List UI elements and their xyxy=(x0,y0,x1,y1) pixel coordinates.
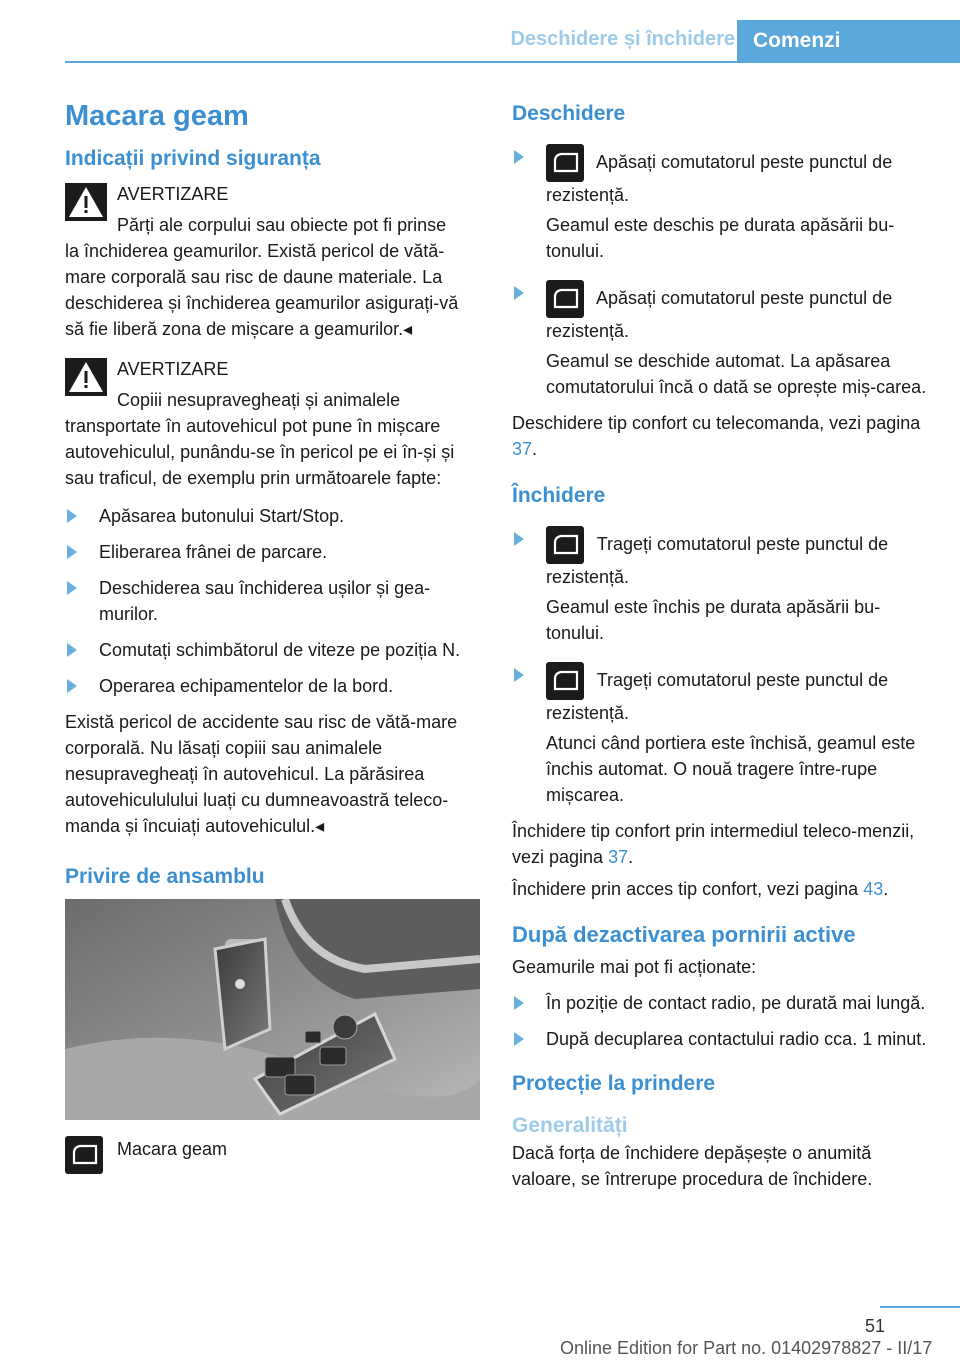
list-item-text: Eliberarea frânei de parcare. xyxy=(99,542,328,562)
step-text: Apăsați comutatorul peste punctul de rezistență. xyxy=(546,287,893,341)
open-step-1 xyxy=(512,144,930,264)
safety-heading: Indicații privind siguranța xyxy=(65,147,321,170)
after-intro: Geamurile mai pot fi acționate: xyxy=(512,957,757,977)
bullet-triangle-icon xyxy=(67,581,77,595)
window-controls-photo xyxy=(65,899,480,1120)
warning-triangle-icon xyxy=(65,358,107,396)
list-item xyxy=(65,673,480,699)
overview-heading: Privire de ansamblu xyxy=(65,865,265,888)
list-item xyxy=(65,575,480,627)
page-link-37[interactable]: 37 xyxy=(608,847,629,867)
close-comfort-text: Închidere tip confort prin intermediul teleco-menzii, vezi pagina xyxy=(512,821,915,867)
photo-caption xyxy=(65,1136,480,1162)
left-column xyxy=(65,100,480,1162)
bullet-triangle-icon xyxy=(67,643,77,657)
bullet-triangle-icon xyxy=(514,996,524,1010)
close-step-2 xyxy=(512,662,930,808)
window-switch-icon xyxy=(546,280,584,318)
warning-triangle-icon xyxy=(65,183,107,221)
list-item xyxy=(512,1026,930,1052)
list-item xyxy=(65,503,480,529)
list-item-text: Comutați schimbătorul de viteze pe poziția N. xyxy=(99,640,461,660)
list-item-text: În poziție de contact radio, pe durată mai lungă. xyxy=(546,993,926,1013)
warning-text: transportate în autovehicul pot pune în mișcare autovehiculul, punându-se în pericol pe ei în-și și sau traficul, de exemplu prin următoarele fapte: xyxy=(65,416,455,488)
step-result: Geamul este închis pe durata apăsării bu-tonului. xyxy=(546,597,881,643)
page-title: Macara geam xyxy=(65,100,249,132)
open-comfort-paragraph: Deschidere tip confort cu telecomanda, vezi pagina 37. xyxy=(512,413,921,459)
close-comfort-paragraph: Închidere tip confort prin intermediul teleco-menzii, vezi pagina 37. xyxy=(512,821,915,867)
window-switch-icon xyxy=(546,662,584,700)
caption-text: Macara geam xyxy=(117,1139,228,1159)
step-result: Geamul se deschide automat. La apăsarea comutatorului încă o dată se oprește miș-carea. xyxy=(546,351,927,397)
close-access-text: Închidere prin acces tip confort, vezi pagina xyxy=(512,879,864,899)
warning-title: AVERTIZARE xyxy=(117,359,229,379)
header-chapter-tab: Comenzi xyxy=(737,20,960,62)
list-item-text: Operarea echipamentelor de la bord. xyxy=(99,676,394,696)
bullet-triangle-icon xyxy=(514,286,524,300)
bullet-triangle-icon xyxy=(514,668,524,682)
step-result: Atunci când portiera este închisă, geamul este închis automat. O nouă tragere între-rupe mișcarea. xyxy=(546,733,916,805)
bullet-triangle-icon xyxy=(67,679,77,693)
open-step-2 xyxy=(512,280,930,400)
close-access-paragraph: Închidere prin acces tip confort, vezi pagina 43. xyxy=(512,879,889,899)
window-switch-icon xyxy=(65,1136,103,1174)
footer-edition: Online Edition for Part no. 01402978827 - II/17 xyxy=(560,1338,933,1358)
list-item xyxy=(65,539,480,565)
warning-text-first: Părți ale corpului sau obiecte pot fi prinse xyxy=(117,215,447,235)
open-comfort-text: Deschidere tip confort cu telecomanda, vezi pagina xyxy=(512,413,921,433)
open-heading: Deschidere xyxy=(512,102,626,125)
warning-text: la închiderea geamurilor. Există pericol de vătă-mare corporală sau risc de daune materiale. La deschiderea și închiderea geamurilor asigurați-vă să fie liberă zona de mișcare a geamurilor.◂ xyxy=(65,241,459,339)
closing-paragraph: Există pericol de accidente sau risc de vătă-mare corporală. Nu lăsați copiii sau animalele nesupravegheați în autovehicul. La părăsirea autovehicululului luați cu dumneavoastră teleco-manda și încuiați autovehiculul.◂ xyxy=(65,712,458,836)
warning-block-2 xyxy=(65,356,480,491)
warning-text-first: Copiii nesupravegheați și animalele xyxy=(117,390,401,410)
right-column xyxy=(512,100,930,1198)
list-item xyxy=(512,990,930,1016)
window-switch-icon xyxy=(546,526,584,564)
bullet-triangle-icon xyxy=(514,532,524,546)
step-text: Trageți comutatorul peste punctul de rezistență. xyxy=(546,533,889,587)
pinch-heading: Protecție la prindere xyxy=(512,1072,716,1095)
page-number: 51 xyxy=(864,1316,885,1336)
general-heading: Generalități xyxy=(512,1114,628,1137)
close-heading: Închidere xyxy=(512,484,606,507)
bullet-triangle-icon xyxy=(514,1032,524,1046)
page-link-37[interactable]: 37 xyxy=(512,439,533,459)
bullet-triangle-icon xyxy=(67,545,77,559)
window-switch-icon xyxy=(546,144,584,182)
general-text: Dacă forța de închidere depășește o anumită valoare, se întrerupe procedura de închidere. xyxy=(512,1143,873,1189)
step-text: Apăsați comutatorul peste punctul de rezistență. xyxy=(546,151,893,205)
footer-rule xyxy=(880,1306,960,1308)
list-item xyxy=(65,637,480,663)
after-heading: După dezactivarea pornirii active xyxy=(512,922,856,947)
step-result: Geamul este deschis pe durata apăsării bu-tonului. xyxy=(546,215,895,261)
list-item-text: Deschiderea sau închiderea ușilor și gea-murilor. xyxy=(99,578,431,624)
header-section-title: Deschidere și închidere xyxy=(510,28,735,50)
step-text: Trageți comutatorul peste punctul de rezistență. xyxy=(546,669,889,723)
bullet-triangle-icon xyxy=(514,150,524,164)
warning-block-1 xyxy=(65,181,480,342)
page-link-43[interactable]: 43 xyxy=(863,879,884,899)
warning-title: AVERTIZARE xyxy=(117,184,229,204)
close-step-1 xyxy=(512,526,930,646)
list-item-text: După decuplarea contactului radio cca. 1 minut. xyxy=(546,1029,927,1049)
bullet-triangle-icon xyxy=(67,509,77,523)
list-item-text: Apăsarea butonului Start/Stop. xyxy=(99,506,345,526)
